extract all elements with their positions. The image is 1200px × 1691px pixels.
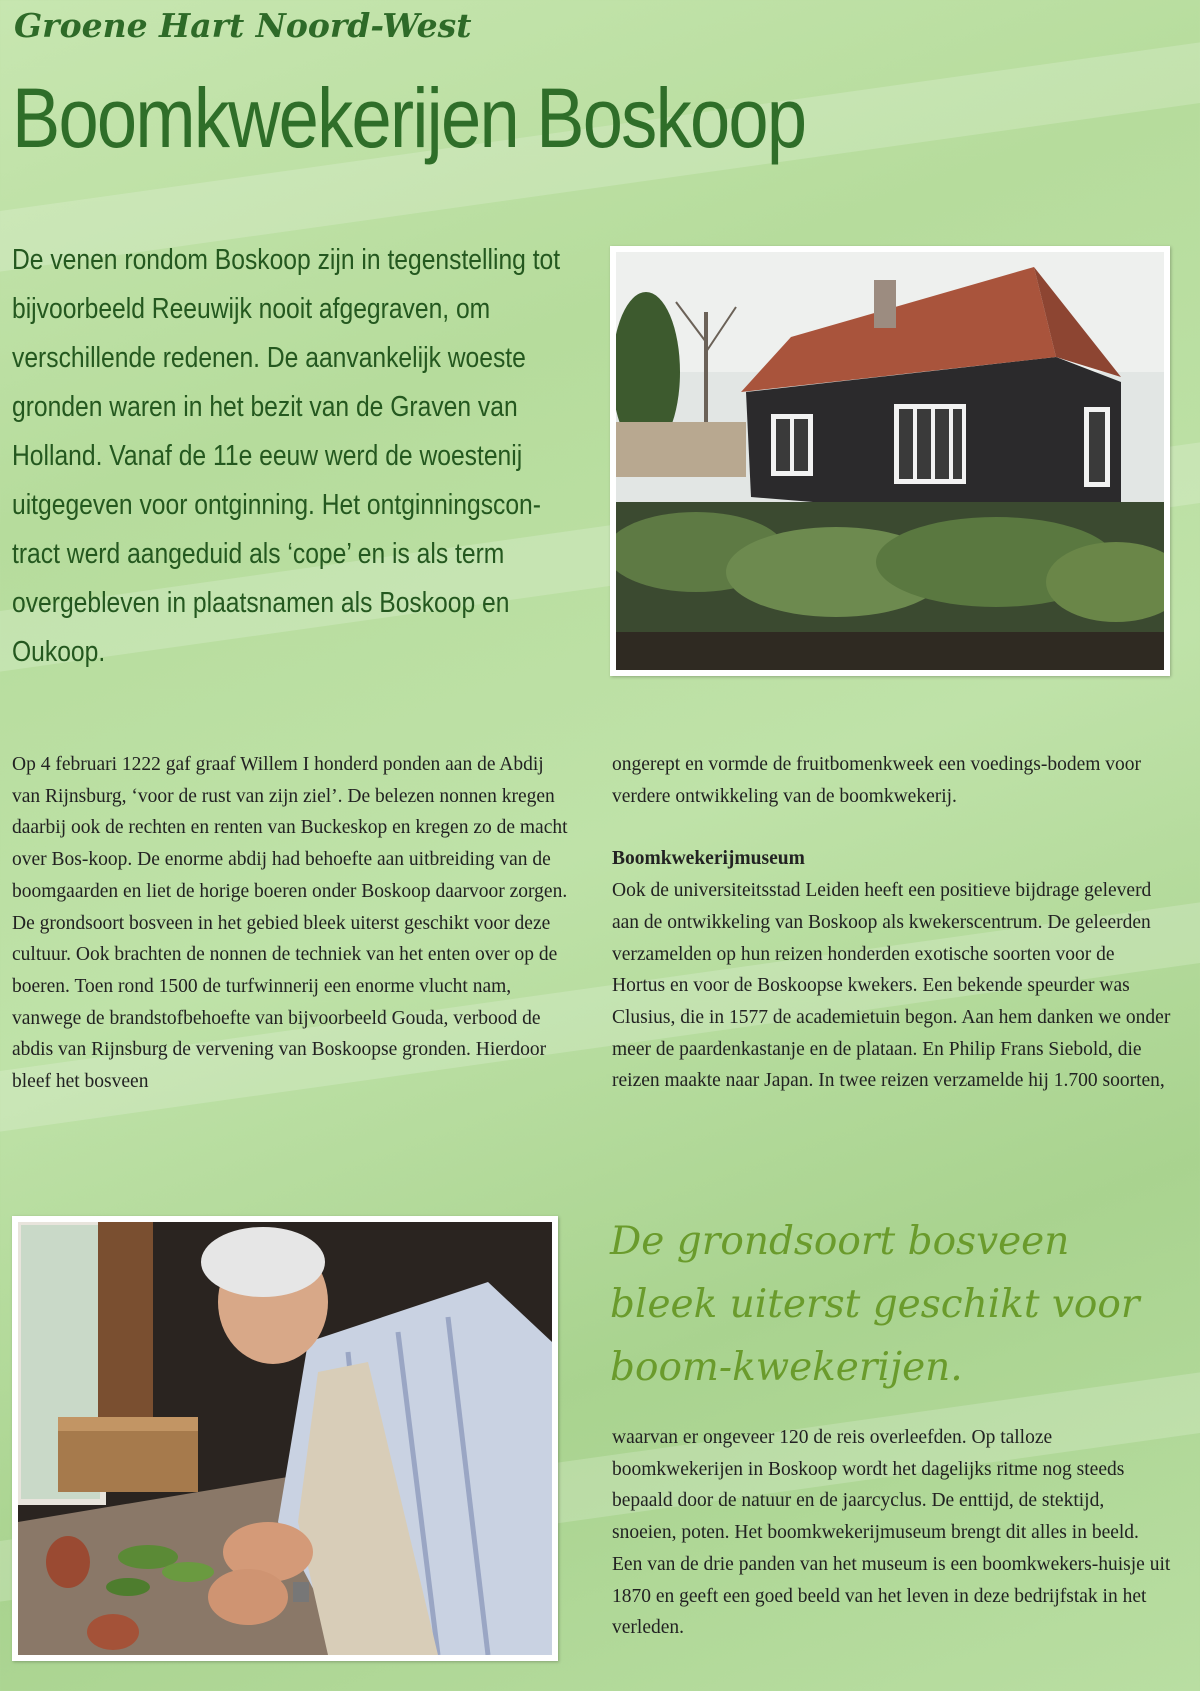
page-title: Boomkwekerijen Boskoop: [12, 71, 806, 165]
body-paragraph-1: Op 4 februari 1222 gaf graaf Willem I honderd ponden aan de Abdij van Rijnsburg, ‘voor de rust van zijn ziel’. De belezen nonnen kregen daarbij ook de rechten en renten van Buckeskop en kregen zo de macht over Bos-koop. De enorme abdij had behoefte aan uitbreiding van de boomgaarden en liet de horige boeren onder Boskoop daarvoor zorgen. De grondsoort bosveen in het gebied bleek uiterst geschikt voor deze cultuur. Ook brachten de nonnen de techniek van het enten over op de boeren. Toen rond 1500 de turfwinnerij een enorme vlucht nam, vanwege de brandstofbehoefte van bijvoorbeeld Gouda, verbood de abdis van Rijnsburg de vervening van Boskoopse gronden. Hierdoor bleef het bosveen: [12, 754, 568, 1093]
lead-paragraph: De venen rondom Boskoop zijn in tegenstelling tot bijvoorbeeld Reeuwijk nooit afgegraven, om verschillende redenen. De aanvankelijk woeste gronden waren in het bezit van de Graven van Holland. Vanaf de 11e eeuw werd de woestenij uitgegeven voor ontginning. Het ontginningscon-tract werd aangeduid als ‘cope’ en is als term overgebleven in plaatsnamen als Boskoop en Oukoop.: [12, 244, 561, 668]
house-illustration: [616, 252, 1164, 670]
pull-quote: De grondsoort bosveen bleek uiterst geschikt voor boom-kwekerijen.: [610, 1219, 1140, 1390]
column-right-top: [612, 749, 1172, 1097]
body-paragraph-2: Ook de universiteitsstad Leiden heeft een positieve bijdrage geleverd aan de ontwikkeling van Boskoop als kwekerscentrum. De geleerden verzamelden op hun reizen honderden exotische soorten voor de Hortus en voor de Boskoopse kwekers. Een bekende speurder was Clusius, die in 1577 de academietuin begon. Aan hem danken we onder meer de paardenkastanje en de plataan. En Philip Frans Siebold, die reizen maakte naar Japan. In twee reizen verzamelde hij 1.700 soorten,: [612, 880, 1171, 1092]
grafting-illustration: [18, 1222, 552, 1655]
photo-nursery-house: [610, 246, 1170, 676]
photo-grafting: [12, 1216, 558, 1661]
column-right-bottom: [612, 1422, 1172, 1644]
column-left: [12, 749, 572, 1098]
body-continuation: ongerept en vormde de fruitbomenkweek een voedings-bodem voor verdere ontwikkeling van de boomkwekerij.: [612, 754, 1142, 807]
body-paragraph-3: waarvan er ongeveer 120 de reis overleefden. Op talloze boomkwekerijen in Boskoop wordt het dagelijks ritme nog steeds bepaald door de natuur en de jaarcyclus. De enttijd, de stektijd, snoeien, poten. Het boomkwekerijmuseum brengt dit alles in beeld. Een van de drie panden van het museum is een boomkwekers-huisje uit 1870 en geeft een goed beeld van het leven in deze bedrijfstak in het verleden.: [612, 1427, 1171, 1639]
section-label: Groene Hart Noord-West: [14, 6, 472, 45]
subheading-museum: Boomkwekerijmuseum: [612, 848, 805, 870]
spacer: [612, 812, 1172, 843]
